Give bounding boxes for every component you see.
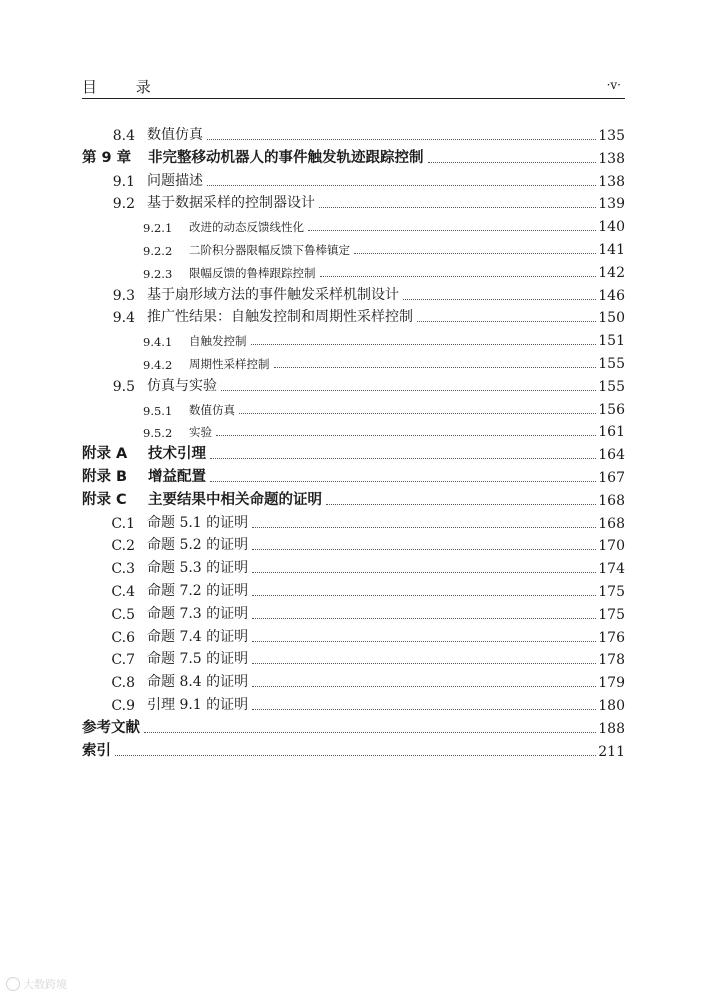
- toc-entry[interactable]: [107, 192, 625, 212]
- toc-entry-number: 8.4: [112, 128, 135, 144]
- toc-entry-page: 167: [598, 470, 625, 486]
- toc-leader-dots: [252, 618, 596, 619]
- toc-leader-dots: [320, 276, 597, 277]
- toc-entry[interactable]: [82, 489, 625, 509]
- toc-leader-dots: [207, 139, 596, 140]
- toc-entry-title: 命题 5.2 的证明: [147, 537, 249, 554]
- toc-entry-title: 数值仿真: [189, 402, 235, 417]
- toc-leader-dots: [210, 481, 596, 482]
- toc-entry-number: 附录 B: [82, 469, 128, 485]
- toc-entry-title: 主要结果中相关命题的证明: [148, 491, 322, 508]
- toc-leader-dots: [210, 458, 596, 459]
- toc-entry-number: C.2: [111, 538, 135, 555]
- toc-entry-number: C.1: [111, 515, 135, 532]
- toc-entry-page: 175: [598, 606, 625, 623]
- toc-entry-number: 9.2.1: [143, 221, 173, 236]
- toc-leader-dots: [308, 230, 596, 231]
- toc-entry[interactable]: [107, 694, 625, 714]
- toc-entry-title: 命题 7.5 的证明: [147, 651, 249, 668]
- toc-leader-dots: [274, 367, 597, 368]
- toc-entry[interactable]: [143, 261, 625, 281]
- toc-entry[interactable]: [107, 671, 625, 691]
- toc-entry-title: 推广性结果：自触发控制和周期性采样控制: [147, 309, 413, 326]
- toc-entry-number: C.8: [111, 675, 135, 692]
- toc-entry-title: 二阶积分器限幅反馈下鲁棒镇定: [189, 243, 350, 257]
- toc-entry-number: 第 9 章: [82, 149, 132, 166]
- toc-leader-dots: [252, 686, 596, 687]
- toc-leader-dots: [115, 755, 596, 756]
- toc-entry-page: 174: [598, 561, 625, 578]
- toc-entry-page: 150: [598, 310, 625, 327]
- toc-entry-page: 146: [598, 287, 625, 304]
- toc-entry-title: 周期性采样控制: [189, 357, 270, 371]
- toc-entry-number: 附录 C: [82, 491, 127, 508]
- toc-entry[interactable]: [82, 443, 625, 463]
- watermark-logo-icon: [6, 977, 20, 991]
- toc-entry-title: 增益配置: [148, 469, 206, 485]
- toc-entry-page: 141: [598, 242, 625, 258]
- toc-entry-number: 参考文献: [82, 719, 140, 736]
- toc-entry-title: 命题 5.1 的证明: [147, 514, 249, 531]
- toc-entry-number: 9.2.3: [143, 266, 173, 281]
- toc-entry-page: 138: [598, 173, 625, 190]
- toc-entry[interactable]: [82, 466, 625, 486]
- toc-leader-dots: [319, 207, 596, 208]
- toc-entry-number: 9.3: [112, 287, 135, 304]
- toc-entry[interactable]: [143, 420, 625, 440]
- toc-entry-title: 引理 9.1 的证明: [147, 697, 249, 713]
- toc-leader-dots: [403, 299, 596, 300]
- toc-entry-page: 156: [598, 401, 625, 418]
- toc-entry[interactable]: [107, 170, 625, 190]
- toc-entry-number: 9.4: [112, 310, 135, 327]
- toc-leader-dots: [252, 572, 596, 573]
- toc-entry-page: 138: [598, 150, 625, 167]
- toc-entry-title: 命题 7.2 的证明: [147, 583, 249, 599]
- toc-leader-dots: [354, 253, 596, 254]
- toc-entry-page: 135: [598, 128, 625, 144]
- toc-leader-dots: [251, 344, 597, 345]
- toc-leader-dots: [428, 162, 597, 163]
- toc-entry-page: 170: [598, 538, 625, 555]
- toc-entry-number: 9.2.2: [143, 244, 173, 258]
- toc-entry[interactable]: [107, 534, 625, 554]
- toc-entry-number: 附录 A: [82, 446, 128, 463]
- toc-entry-page: 179: [598, 675, 625, 692]
- watermark-text: 大数跨境: [23, 978, 67, 991]
- toc-entry-title: 改进的动态反馈线性化: [189, 220, 304, 235]
- toc-entry-page: 151: [598, 333, 625, 350]
- toc-entry[interactable]: [82, 740, 625, 760]
- toc-leader-dots: [417, 321, 596, 322]
- toc-entry-page: 140: [598, 219, 625, 236]
- toc-entry-page: 188: [598, 720, 625, 737]
- toc-leader-dots: [252, 709, 596, 710]
- toc-entry[interactable]: [107, 284, 625, 304]
- toc-entry[interactable]: [107, 124, 625, 144]
- toc-entry[interactable]: [143, 215, 625, 235]
- toc-entry[interactable]: [107, 580, 625, 600]
- toc-entry-page: 168: [598, 492, 625, 509]
- toc-entry-number: 索引: [82, 742, 111, 759]
- toc-entry-page: 168: [598, 515, 625, 532]
- toc-leader-dots: [252, 527, 596, 528]
- page-header: [82, 72, 625, 99]
- toc-entry-title: 技术引理: [148, 446, 206, 463]
- toc-entry-page: 175: [598, 584, 625, 600]
- toc-entry-title: 命题 8.4 的证明: [147, 674, 249, 691]
- toc-entry[interactable]: [107, 648, 625, 668]
- toc-entry-number: C.5: [111, 606, 135, 623]
- toc-entry[interactable]: [82, 147, 625, 167]
- toc-entry-page: 180: [598, 698, 625, 714]
- toc-leader-dots: [326, 504, 596, 505]
- toc-entry-page: 139: [598, 196, 625, 213]
- toc-leader-dots: [252, 641, 596, 642]
- toc-entry-page: 142: [598, 264, 625, 281]
- toc-entry-number: 9.5: [112, 378, 135, 395]
- toc-entry[interactable]: [82, 717, 625, 737]
- toc-entry-title: 基于数据采样的控制器设计: [147, 195, 315, 212]
- toc-entry-number: 9.5.1: [143, 403, 173, 418]
- toc-entry-title: 限幅反馈的鲁棒跟踪控制: [189, 265, 316, 280]
- toc-leader-dots: [252, 663, 596, 664]
- toc-entry-title: 自触发控制: [189, 334, 247, 349]
- toc-entry-page: 155: [598, 378, 625, 395]
- toc-entry[interactable]: [143, 329, 625, 349]
- toc-entry-title: 命题 5.3 的证明: [147, 560, 249, 577]
- toc-entry[interactable]: [143, 398, 625, 418]
- toc-entry-number: C.6: [111, 629, 135, 646]
- toc-entry-number: 9.2: [112, 196, 135, 213]
- toc-entry-page: 161: [598, 424, 625, 441]
- toc-entry-number: 9.5.2: [143, 426, 173, 441]
- toc-entry-title: 命题 7.3 的证明: [147, 605, 249, 622]
- watermark: [6, 976, 67, 992]
- toc-entry[interactable]: [107, 306, 625, 326]
- toc-entry-number: 9.1: [112, 173, 135, 190]
- toc-leader-dots: [144, 732, 596, 733]
- toc-leader-dots: [221, 390, 596, 391]
- toc-entry-page: 176: [598, 629, 625, 646]
- toc-entry[interactable]: [107, 512, 625, 532]
- toc-leader-dots: [252, 595, 596, 596]
- toc-entry-title: 非完整移动机器人的事件触发轨迹跟踪控制: [148, 149, 424, 166]
- toc-entry-title: 数值仿真: [147, 127, 203, 143]
- toc-entry-page: 178: [598, 652, 625, 669]
- toc-entry-title: 命题 7.4 的证明: [147, 628, 249, 645]
- toc-entry-title: 仿真与实验: [147, 377, 217, 394]
- toc-entry[interactable]: [143, 238, 625, 258]
- toc-entry-number: C.4: [111, 584, 135, 600]
- toc-entry[interactable]: [107, 603, 625, 623]
- toc-leader-dots: [252, 549, 596, 550]
- header-page-number: ·v·: [606, 78, 621, 92]
- toc-entry[interactable]: [107, 557, 625, 577]
- toc-entry-number: C.7: [111, 652, 135, 669]
- toc-entry-title: 基于扇形域方法的事件触发采样机制设计: [147, 286, 399, 303]
- toc-entry-number: C.9: [111, 698, 135, 714]
- toc-leader-dots: [207, 185, 596, 186]
- toc-entry[interactable]: [143, 352, 625, 372]
- toc-entry-number: 9.4.2: [143, 358, 173, 372]
- toc-entry-page: 155: [598, 356, 625, 372]
- toc-entry-title: 实验: [189, 425, 212, 440]
- toc-entry-number: C.3: [111, 561, 135, 578]
- toc-leader-dots: [239, 413, 596, 414]
- toc-entry-title: 问题描述: [147, 172, 203, 189]
- header-title: 目 录: [82, 78, 168, 96]
- toc-leader-dots: [216, 435, 596, 436]
- toc-entry-page: 211: [598, 743, 625, 760]
- toc-entry[interactable]: [107, 626, 625, 646]
- toc-entry[interactable]: [107, 375, 625, 395]
- toc-entry-page: 164: [598, 447, 625, 464]
- toc-entry-number: 9.4.1: [143, 335, 173, 350]
